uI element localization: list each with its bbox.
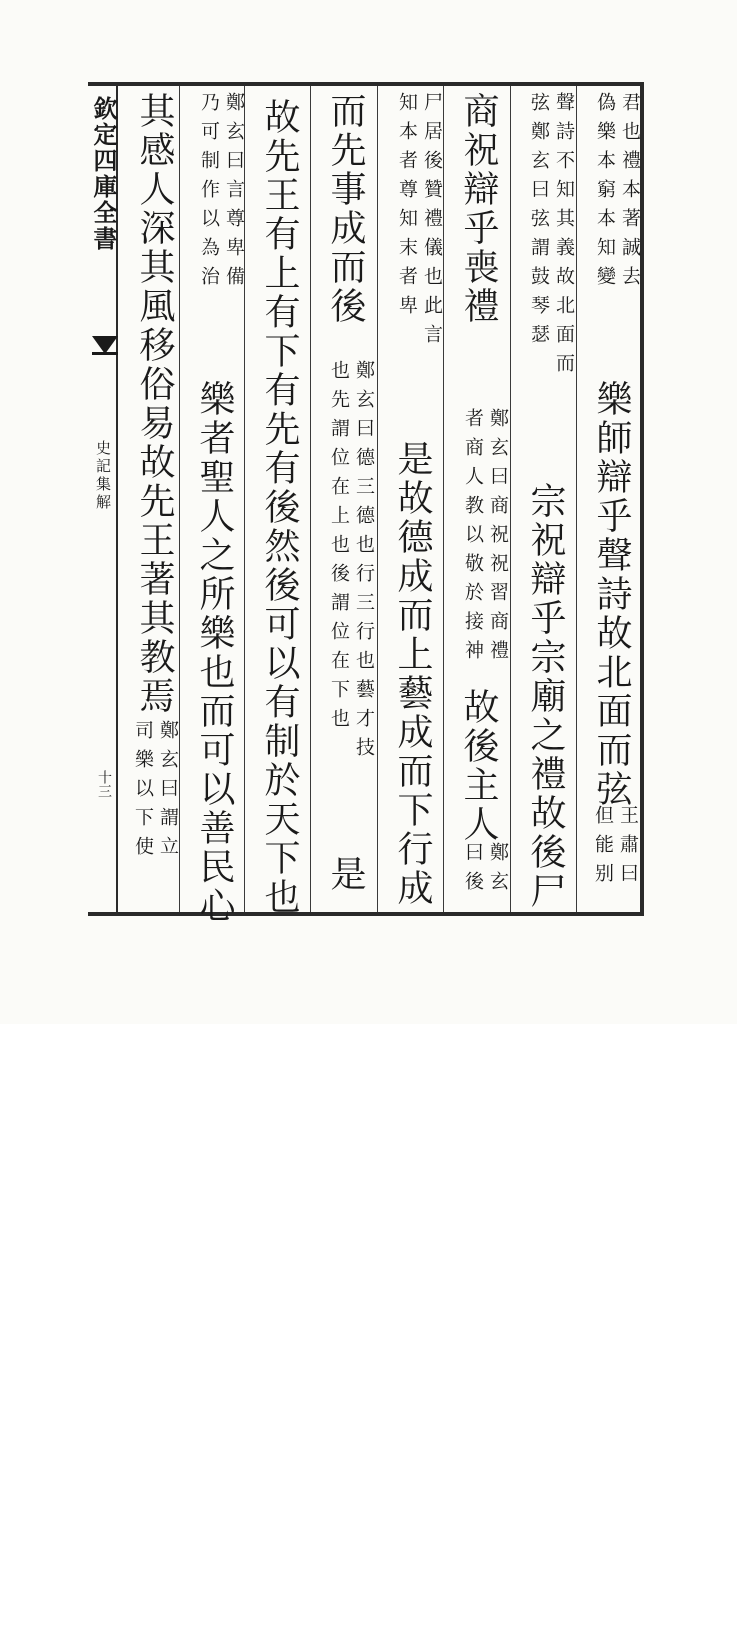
commentary-left: 偽樂本窮本知變 (594, 92, 616, 295)
commentary-right: 鄭玄 (487, 842, 509, 900)
text-column-1-tail (580, 805, 640, 1625)
commentary-left: 但能别 (592, 805, 614, 892)
main-text-column-5: 而先事成而後 (325, 92, 366, 326)
commentary-left: 司樂以下使 (132, 720, 154, 865)
commentary-right: 尸居後贊禮儀也此言 (421, 92, 443, 353)
text-column-3-tail (446, 842, 510, 912)
main-text-column-3: 商祝辯乎喪禮 (458, 92, 499, 326)
text-column-3-notes (446, 408, 510, 688)
commentary-right: 君也禮本著誠去 (619, 92, 641, 295)
commentary-right: 鄭玄曰言尊卑備 (223, 92, 245, 295)
main-text-column-2: 宗祝辯乎宗廟之禮故後尸 (525, 482, 566, 911)
commentary-left: 弦鄭玄曰弦謂鼓琴瑟 (528, 92, 550, 353)
commentary-right: 鄭玄曰商祝祝習商禮 (487, 408, 509, 669)
column-divider (576, 86, 577, 912)
commentary-right: 聲詩不知其義故北面而 (553, 92, 575, 382)
margin-collection-title: 欽定四庫全書 (89, 96, 118, 252)
main-text-column-7: 樂者聖人之所樂也而可以善民心 (194, 380, 235, 926)
text-column-7 (182, 92, 246, 392)
commentary-left: 也先謂位在上也後謂位在下也 (328, 360, 350, 737)
margin-book-title: 史記集解 (94, 440, 112, 512)
text-column-8-notes (120, 720, 180, 910)
main-text-column-1: 樂師辯乎聲詩故北面而弦 (591, 380, 632, 809)
main-text-column-4: 是故德成而上藝成而下行成 (392, 440, 433, 908)
column-divider (377, 86, 378, 912)
fish-tail-rule (92, 352, 118, 355)
commentary-right: 王肅曰 (617, 805, 639, 892)
commentary-left: 曰後 (462, 842, 484, 900)
text-column-5-notes (312, 360, 376, 840)
commentary-left: 者商人教以敬於接神 (462, 408, 484, 669)
text-column-4 (380, 92, 444, 392)
commentary-left: 知本者尊知末者卑 (396, 92, 418, 324)
main-text-column-6: 故先王有上有下有先有後然後可以有制於天下也 (259, 98, 300, 917)
main-text-column-5b: 是 (325, 855, 366, 894)
main-text-column-3b: 故後主人 (458, 688, 499, 844)
column-divider (310, 86, 311, 912)
commentary-left: 乃可制作以為治 (198, 92, 220, 295)
column-divider (510, 86, 511, 912)
commentary-right: 鄭玄曰謂立 (157, 720, 179, 865)
main-text-column-8: 其感人深其風移俗易故先王著其教焉 (134, 92, 175, 716)
margin-page-number: 十三 (96, 770, 112, 798)
commentary-right: 鄭玄曰德三德也行三行也藝才技 (353, 360, 375, 766)
